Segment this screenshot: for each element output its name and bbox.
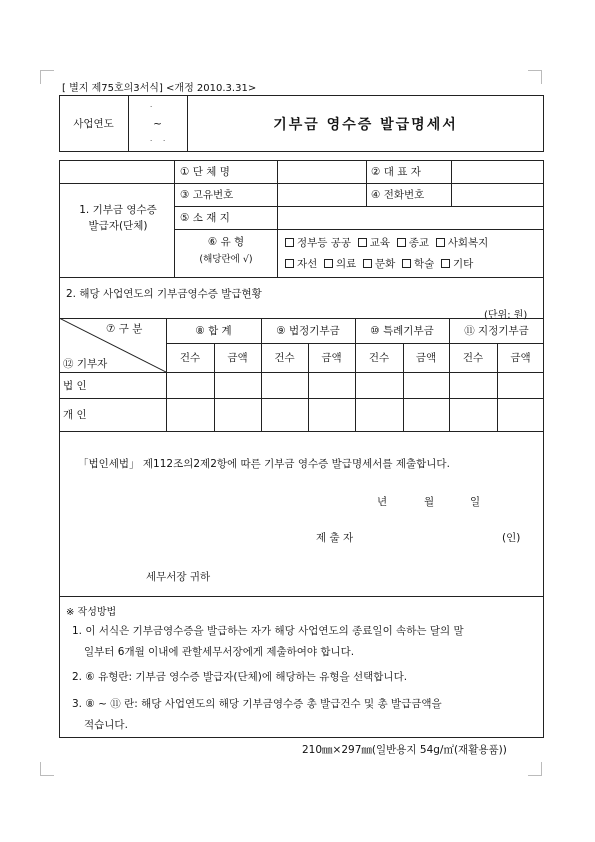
- date-year: 년: [377, 496, 388, 508]
- crop-mark: [40, 70, 41, 84]
- date-month: 월: [424, 496, 435, 508]
- instruction-1: 1. 이 서식은 기부금영수증을 발급하는 자가 해당 사업연도의 종료일이 속하는 달의 말 일부터 6개월 이내에 관할세무서장에게 제출하여야 합니다.: [72, 625, 464, 658]
- sub-amount: 금액: [321, 352, 342, 364]
- crop-mark: [40, 70, 54, 71]
- sub-amount: 금액: [227, 352, 248, 364]
- year-range-tilde: ~: [153, 117, 162, 130]
- sub-count: 건수: [368, 352, 390, 364]
- document-title: 기부금 영수증 발급명세서: [273, 116, 458, 133]
- checkbox[interactable]: [285, 259, 294, 268]
- crop-mark: [528, 70, 542, 71]
- crop-mark: [528, 775, 542, 776]
- sub-count: 건수: [274, 352, 295, 364]
- sub-amount: 금액: [415, 352, 437, 364]
- checkbox[interactable]: [402, 259, 411, 268]
- diag-top-label: ⑦ 구 분: [106, 323, 143, 335]
- field-unique-number: ③ 고유번호: [180, 189, 234, 201]
- form-reference: [ 별지 제75호의3서식] <개정 2010.3.31>: [62, 83, 257, 94]
- unit-label: (단위: 원): [484, 310, 528, 321]
- instruction-2: 2. ⑥ 유형란: 기부금 영수증 발급자(단체)에 해당하는 유형을 선택합니다.: [72, 671, 408, 683]
- checkbox[interactable]: [436, 238, 445, 247]
- instructions-heading: ※ 작성방법: [66, 607, 117, 618]
- instruction-3: 3. ⑧ ~ ⑪ 란: 해당 사업연도의 해당 기부금영수증 총 발급건수 및 총 발급금액을 적습니다.: [72, 698, 442, 731]
- field-org-name: ① 단 체 명: [180, 166, 230, 178]
- checkbox[interactable]: [441, 259, 450, 268]
- group-statutory: ⑨ 법정기부금: [276, 325, 340, 337]
- checkbox[interactable]: [358, 238, 367, 247]
- row-corporation: 법 인: [63, 379, 87, 392]
- crop-mark: [541, 70, 542, 84]
- sub-amount: 금액: [510, 352, 531, 364]
- group-total: ⑧ 합 계: [195, 325, 232, 337]
- checkbox[interactable]: [363, 259, 372, 268]
- checkbox[interactable]: [285, 238, 294, 247]
- type-options-row1: 정부등 공공 교육 종교 사회복지: [285, 235, 488, 250]
- field-representative: ② 대 표 자: [371, 166, 421, 178]
- field-phone: ④ 전화번호: [371, 189, 425, 201]
- statement-text: 「법인세법」 제112조의2제2항에 따른 기부금 영수증 발급명세서를 제출합니다.: [78, 458, 450, 470]
- seal-label: (인): [502, 532, 521, 544]
- date-day: 일: [470, 496, 481, 508]
- crop-mark: [40, 762, 41, 776]
- crop-mark: [541, 762, 542, 776]
- checkbox[interactable]: [324, 259, 333, 268]
- submitter-label: 제 출 자: [316, 532, 354, 544]
- type-options-row2: 자선 의료 문화 학술 기타: [285, 256, 473, 271]
- section1-label: 1. 기부금 영수증 발급자(단체): [79, 204, 157, 232]
- diag-bottom-label: ⑫ 기부자: [63, 358, 108, 370]
- crop-mark: [40, 775, 54, 776]
- field-address: ⑤ 소 재 지: [180, 212, 230, 224]
- group-special: ⑩ 특례기부금: [370, 325, 434, 337]
- year-label: 사업연도: [73, 118, 114, 130]
- checkbox[interactable]: [397, 238, 406, 247]
- sub-count: 건수: [462, 352, 484, 364]
- addressee: 세무서장 귀하: [146, 571, 211, 583]
- sub-count: 건수: [179, 352, 201, 364]
- section2-title: 2. 해당 사업연도의 기부금영수증 발급현황: [66, 288, 262, 300]
- group-designated: ⑪ 지정기부금: [464, 325, 529, 337]
- row-individual: 개 인: [63, 409, 87, 421]
- paper-spec: 210㎜×297㎜(일반용지 54g/㎡(재활용품)): [302, 744, 507, 756]
- field-type: ⑥ 유 형 (해당란에 √): [199, 236, 253, 265]
